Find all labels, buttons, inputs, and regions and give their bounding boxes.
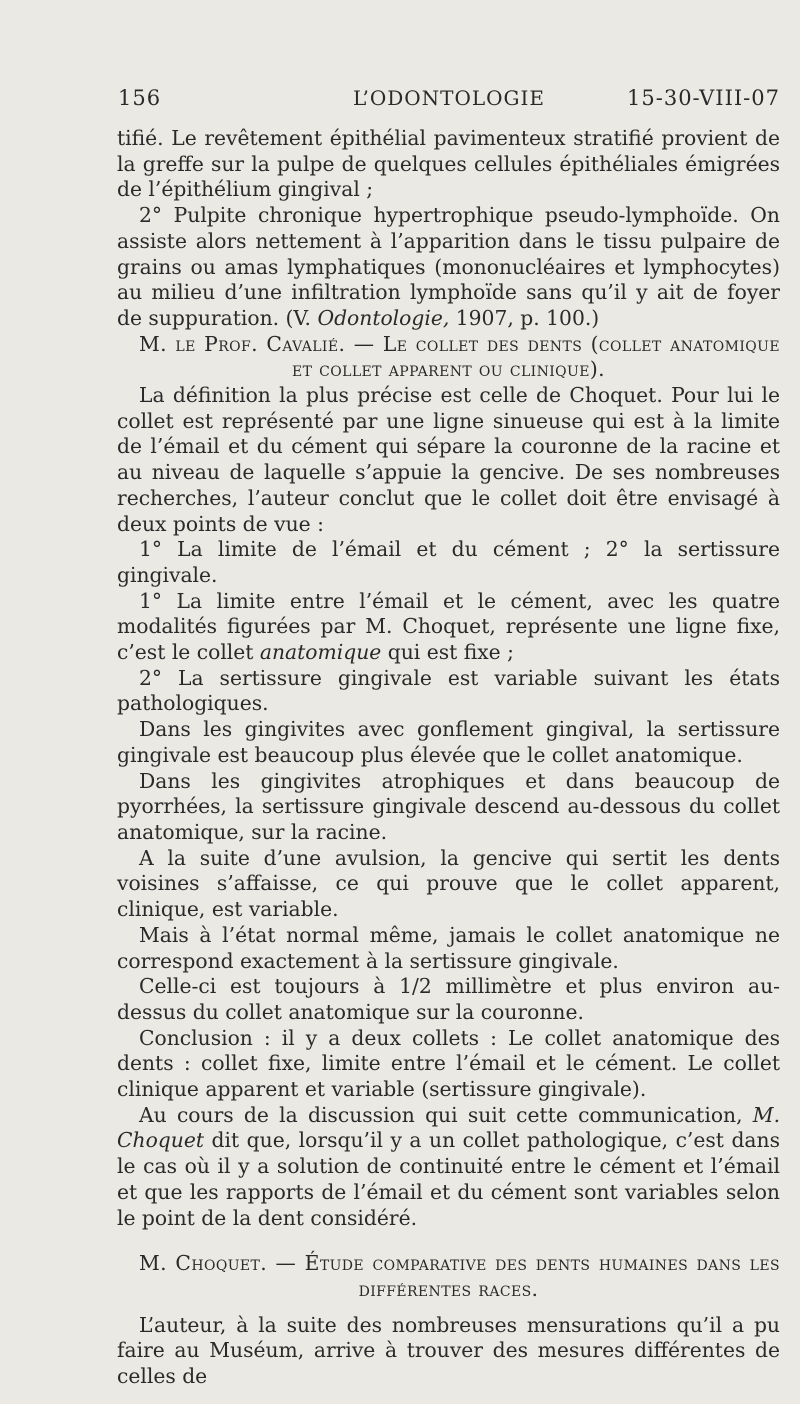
running-header: [118, 86, 780, 126]
page-number: 156: [118, 86, 162, 110]
paragraph: Mais à l’état normal même, jamais le collet anatomique ne correspond exactement à la sertissure gingivale.: [117, 922, 780, 973]
section-heading-choquet: M. Choquet. — Étude comparative des dents humaines dans les différentes races.: [139, 1251, 780, 1301]
journal-reference: Odontologie,: [317, 305, 450, 330]
section-author: M. le Prof. Cavalié.: [139, 331, 346, 356]
paragraph: Au cours de la discussion qui suit cette communication, M. Choquet dit que, lorsqu’il y a un collet pathologique, c’est dans le cas où il y a solution de continuité entre le cément et l’émail et que les rapports de l’émail et du cément sont variables selon le point de la dent considéré.: [117, 1102, 781, 1230]
paragraph: Dans les gingivites atrophiques et dans beaucoup de pyorrhées, la sertissure gingivale descend au-dessous du collet anatomique, sur la racine.: [117, 768, 780, 844]
journal-title: L’ODONTOLOGIE: [352, 86, 546, 110]
article-body: [117, 126, 780, 1390]
section-title: Le collet des dents (collet anatomique et collet apparent ou clinique).: [291, 331, 780, 382]
paragraph: 2° La sertissure gingivale est variable suivant les états pathologiques.: [117, 665, 780, 716]
paragraph: tifié. Le revêtement épithélial pavimenteux stratifié provient de la greffe sur la pulpe de quelques cellules épithéliales émigrées de l’épithélium gingival ;: [117, 126, 780, 202]
paragraph: 2° Pulpite chronique hypertrophique pseudo-lymphoïde. On assiste alors nettement à l’apparition dans le tissu pulpaire de grains ou amas lymphatiques (mononucléaires et lymphocytes) au milieu d’une infiltration lymphoïde sans qu’il y ait de foyer de suppuration. (V. Odontologie, 1907, p. 100.): [117, 203, 780, 330]
section-title: Étude comparative des dents humaines dans les différentes races.: [304, 1251, 780, 1301]
issue-date: 15-30-VIII-07: [627, 86, 780, 110]
paragraph: Celle-ci est toujours à 1/2 millimètre et plus environ au-dessus du collet anatomique sur la couronne.: [117, 974, 780, 1024]
paragraph: La définition la plus précise est celle de Choquet. Pour lui le collet est représenté par une ligne sinueuse qui est à la limite de l’émail et du cément qui sépare la couronne de la racine et au niveau de laquelle s’appuie la gencive. De ses nombreuses recherches, l’auteur conclut que le collet doit être envisagé à deux points de vue :: [117, 383, 780, 536]
paragraph: 1° La limite entre l’émail et le cément, avec les quatre modalités figurées par M. Choquet, représente une ligne fixe, c’est le collet anatomique qui est fixe ;: [117, 588, 780, 665]
paragraph: Dans les gingivites avec gonflement gingival, la sertissure gingivale est beaucoup plus élevée que le collet anatomique.: [117, 717, 780, 767]
paragraph: A la suite d’une avulsion, la gencive qui sertit les dents voisines s’affaisse, ce qui prouve que le collet apparent, clinique, est variable.: [117, 845, 780, 922]
paragraph: L’auteur, à la suite des nombreuses mensurations qu’il a pu faire au Muséum, arrive à trouver des mesures différentes de celles de: [117, 1312, 780, 1389]
paragraph: 1° La limite de l’émail et du cément ; 2° la sertissure gingivale.: [117, 537, 780, 587]
paragraph: Conclusion : il y a deux collets : Le collet anatomique des dents : collet fixe, limite entre l’émail et le cément. Le collet clinique apparent et variable (sertissure gingivale).: [117, 1025, 780, 1102]
section-author: M. Choquet.: [139, 1251, 268, 1276]
section-heading-cavalie: M. le Prof. Cavalié. — Le collet des dents (collet anatomique et collet apparent ou clinique).: [139, 331, 780, 382]
